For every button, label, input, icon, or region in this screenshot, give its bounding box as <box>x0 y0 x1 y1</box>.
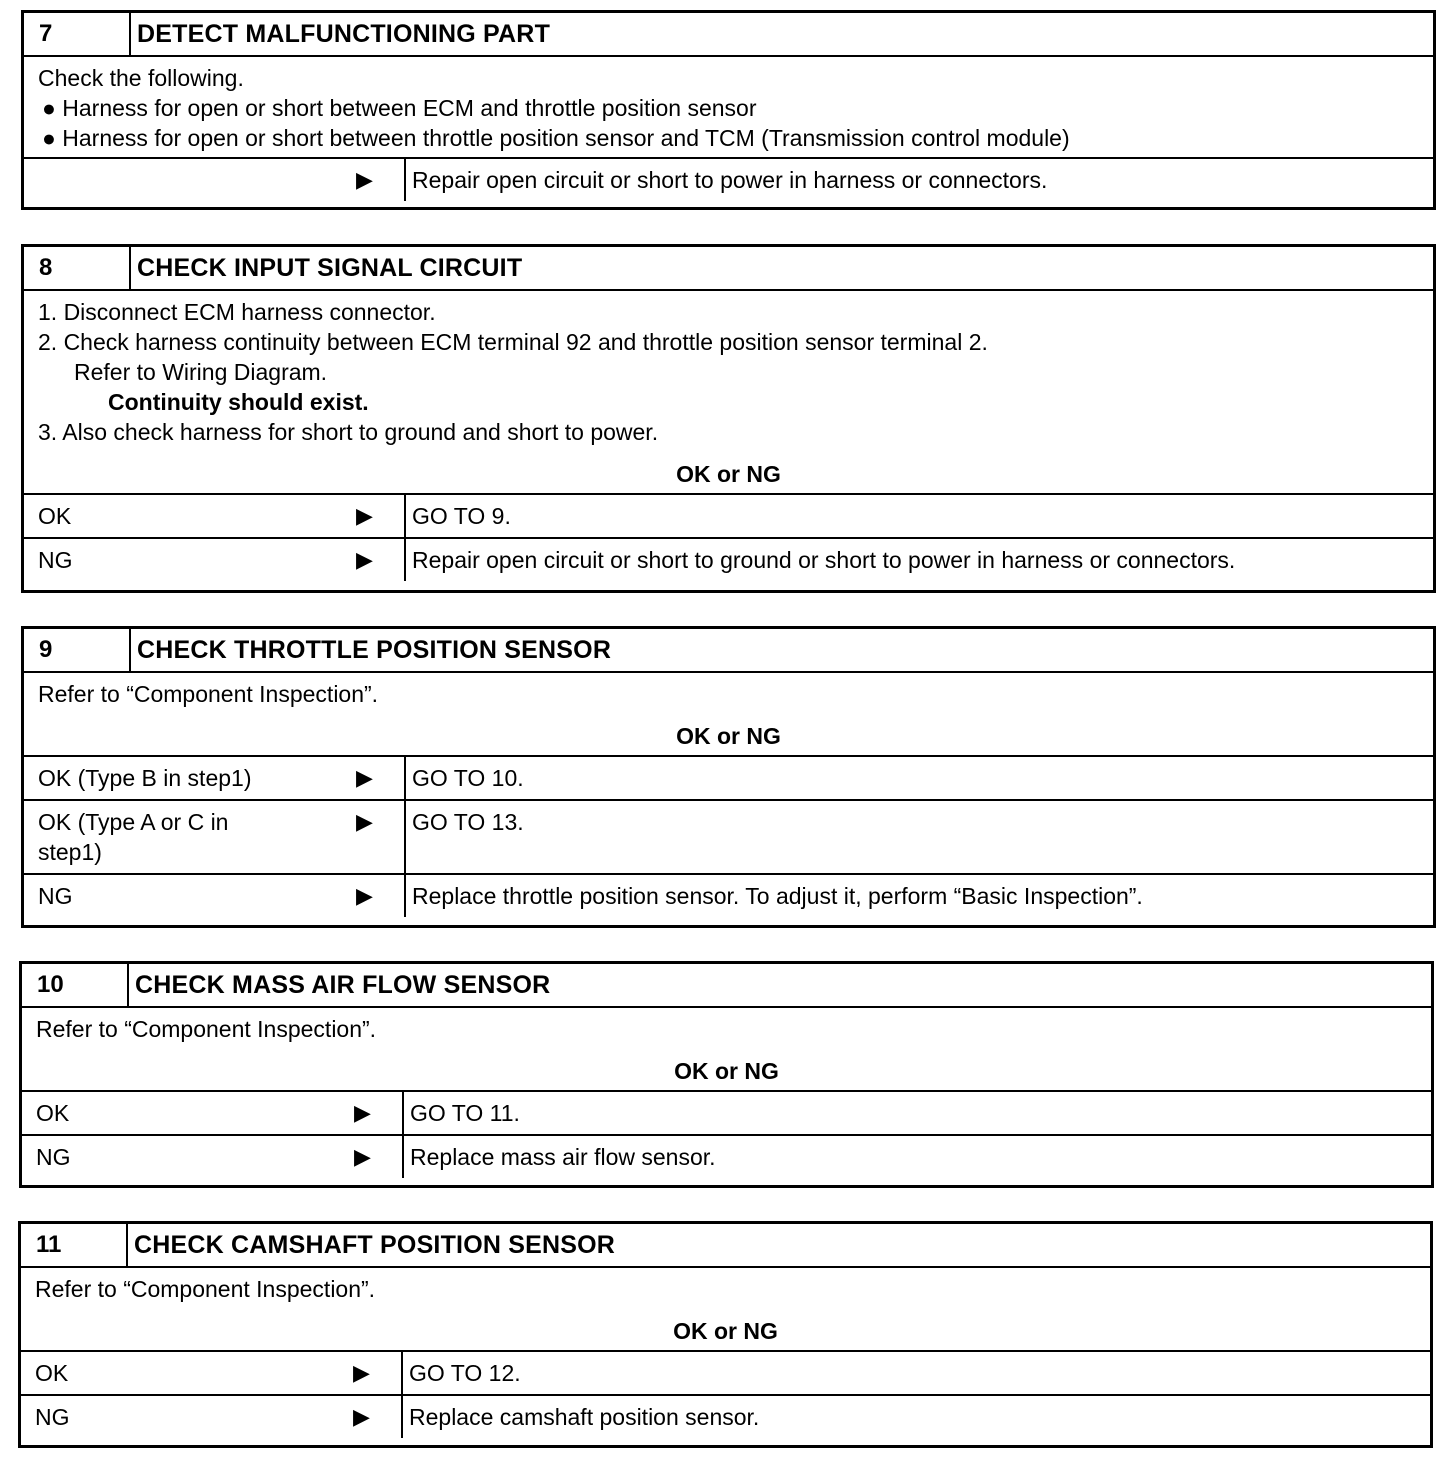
step-11-block <box>18 1221 1433 1448</box>
result-action: Replace throttle position sensor. To adjust it, perform “Basic Inspection”. <box>412 883 1143 909</box>
step-7-header <box>24 13 1433 57</box>
arrow-icon: ▶ <box>356 809 373 834</box>
condition-label: OK (Type B in step1) <box>38 765 252 791</box>
result-action: GO TO 10. <box>412 765 524 791</box>
step-8-header <box>24 247 1433 291</box>
arrow-icon: ▶ <box>356 765 373 790</box>
result-condition <box>22 1092 404 1134</box>
step-10-block <box>19 961 1434 1188</box>
arrow-icon: ▶ <box>353 1404 370 1429</box>
condition-label: NG <box>35 1404 70 1430</box>
result-condition <box>24 875 406 917</box>
result-row <box>24 157 1433 201</box>
result-action: Repair open circuit or short to power in harness or connectors. <box>412 167 1048 193</box>
step-number: 8 <box>24 247 131 289</box>
result-action: Replace camshaft position sensor. <box>409 1404 760 1430</box>
arrow-icon: ▶ <box>356 167 373 192</box>
step-title: CHECK CAMSHAFT POSITION SENSOR <box>134 1231 616 1259</box>
result-row <box>24 799 1433 873</box>
result-condition <box>24 159 406 201</box>
step-title: CHECK THROTTLE POSITION SENSOR <box>137 636 612 664</box>
ok-or-ng-label: OK or NG <box>676 723 781 749</box>
result-row <box>24 537 1433 581</box>
instruction-line: Refer to Wiring Diagram. <box>74 359 328 385</box>
result-condition <box>24 801 406 873</box>
step-title: CHECK INPUT SIGNAL CIRCUIT <box>137 254 523 282</box>
result-action: Repair open circuit or short to ground or short to power in harness or connectors. <box>412 547 1236 573</box>
instruction-line: 3. Also check harness for short to ground and short to power. <box>38 419 659 445</box>
step-text: Refer to “Component Inspection”. <box>36 1016 377 1042</box>
condition-label: OK <box>35 1360 69 1386</box>
result-action: Replace mass air flow sensor. <box>410 1144 716 1170</box>
arrow-icon: ▶ <box>354 1144 371 1169</box>
step-9-block <box>21 626 1436 928</box>
ok-or-ng-label: OK or NG <box>676 461 781 487</box>
condition-label <box>38 165 356 195</box>
result-row <box>24 493 1433 537</box>
instruction-line: 1. Disconnect ECM harness connector. <box>38 299 436 325</box>
step-11-body <box>21 1268 1430 1308</box>
step-9-body <box>24 673 1433 713</box>
result-condition <box>24 757 406 799</box>
bullet-item: ● Harness for open or short between throttle position sensor and TCM (Transmission control module) <box>42 125 1070 151</box>
condition-label: NG <box>38 883 73 909</box>
result-row <box>21 1394 1430 1438</box>
step-number: 10 <box>22 964 129 1006</box>
instruction-line: 2. Check harness continuity between ECM terminal 92 and throttle position sensor terminal 2. <box>38 329 988 355</box>
result-condition <box>21 1352 403 1394</box>
arrow-icon: ▶ <box>354 1100 371 1125</box>
arrow-icon: ▶ <box>353 1360 370 1385</box>
step-text: Refer to “Component Inspection”. <box>38 681 379 707</box>
step-8-body <box>24 291 1433 451</box>
step-7-body <box>24 57 1433 157</box>
bullet-item: ● Harness for open or short between ECM and throttle position sensor <box>42 95 757 121</box>
step-number: 11 <box>21 1224 128 1266</box>
result-condition <box>21 1396 403 1438</box>
ok-or-ng-label: OK or NG <box>673 1318 778 1344</box>
arrow-icon: ▶ <box>356 547 373 572</box>
step-title: DETECT MALFUNCTIONING PART <box>137 20 551 48</box>
result-row <box>22 1134 1431 1178</box>
step-9-header <box>24 629 1433 673</box>
condition-label: OK <box>36 1100 70 1126</box>
step-number: 7 <box>24 13 131 55</box>
step-7-block <box>21 10 1436 210</box>
step-text: Check the following. <box>38 65 244 91</box>
result-action: GO TO 13. <box>412 809 524 835</box>
condition-label: OK (Type A or C in step1) <box>38 809 229 865</box>
result-action: GO TO 9. <box>412 503 511 529</box>
expected-result: Continuity should exist. <box>108 389 369 415</box>
ok-or-ng-label: OK or NG <box>674 1058 779 1084</box>
result-row <box>24 755 1433 799</box>
result-action: GO TO 12. <box>409 1360 521 1386</box>
result-row <box>21 1350 1430 1394</box>
result-action: GO TO 11. <box>410 1100 520 1126</box>
step-10-header <box>22 964 1431 1008</box>
step-8-block <box>21 244 1436 593</box>
step-number: 9 <box>24 629 131 671</box>
result-condition <box>24 539 406 581</box>
condition-label: NG <box>36 1144 71 1170</box>
condition-label: OK <box>38 503 72 529</box>
result-condition <box>24 495 406 537</box>
step-title: CHECK MASS AIR FLOW SENSOR <box>135 971 551 999</box>
result-condition <box>22 1136 404 1178</box>
result-row <box>22 1090 1431 1134</box>
step-10-body <box>22 1008 1431 1048</box>
condition-label: NG <box>38 547 73 573</box>
result-row <box>24 873 1433 917</box>
step-text: Refer to “Component Inspection”. <box>35 1276 376 1302</box>
arrow-icon: ▶ <box>356 883 373 908</box>
step-11-header <box>21 1224 1430 1268</box>
arrow-icon: ▶ <box>356 503 373 528</box>
